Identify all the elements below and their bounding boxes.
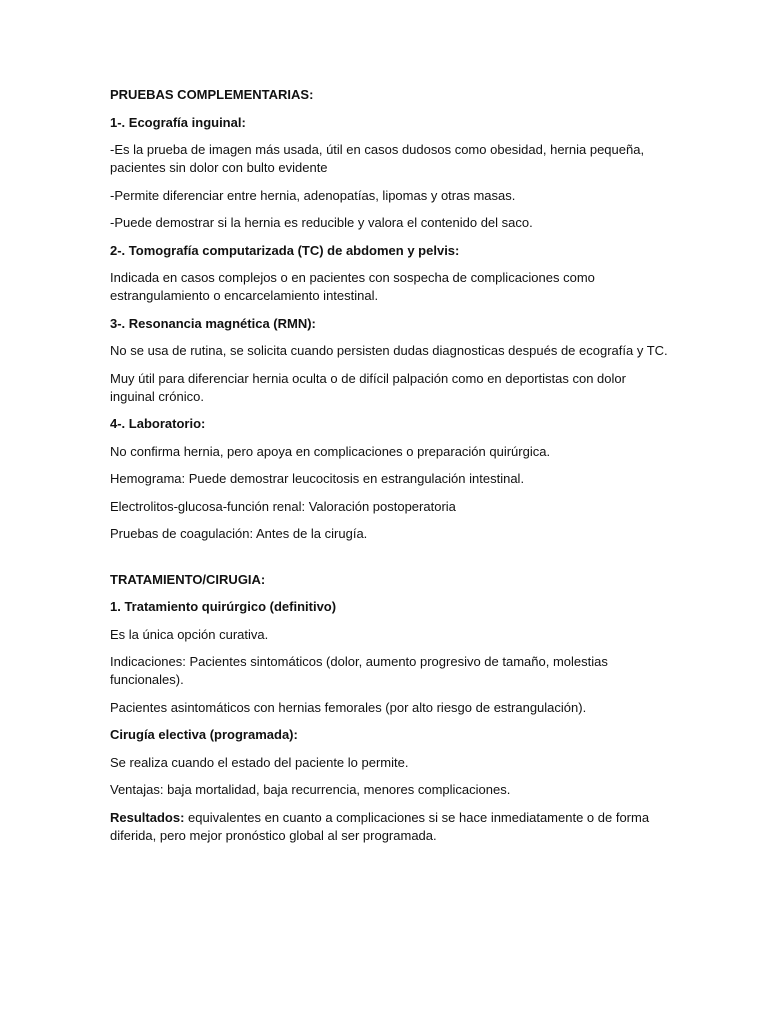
paragraph-rmn-1: No se usa de rutina, se solicita cuando persisten dudas diagnosticas después de ecografía y TC. xyxy=(110,343,668,358)
paragraph-tq-2: Indicaciones: Pacientes sintomáticos (dolor, aumento progresivo de tamaño, molestias funcionales). xyxy=(110,654,608,687)
paragraph-lab-3: Electrolitos-glucosa-función renal: Valoración postoperatoria xyxy=(110,498,456,514)
paragraph-eco-3: -Puede demostrar si la hernia es reducible y valora el contenido del saco. xyxy=(110,215,533,230)
subheading-ecografia: 1-. Ecografía inguinal: xyxy=(110,114,246,130)
subheading-cirugia-electiva: Cirugía electiva (programada): xyxy=(110,727,298,742)
resultados-label: Resultados: xyxy=(110,809,185,825)
resultados-text: equivalentes en cuanto a complicaciones si se hace inmediatamente o de forma diferida, pero mejor pronóstico global al ser programada. xyxy=(110,809,650,843)
subheading-laboratorio: 4-. Laboratorio: xyxy=(110,416,206,431)
paragraph-tq-1: Es la única opción curativa. xyxy=(110,626,269,642)
subheading-resonancia: 3-. Resonancia magnética (RMN): xyxy=(110,315,316,331)
paragraph-tq-3: Pacientes asintomáticos con hernias femorales (por alto riesgo de estrangulación). xyxy=(110,699,587,715)
paragraph-lab-1: No confirma hernia, pero apoya en complicaciones o preparación quirúrgica. xyxy=(110,443,551,459)
paragraph-ce-2: Ventajas: baja mortalidad, baja recurrencia, menores complicaciones. xyxy=(110,782,511,797)
paragraph-lab-2: Hemograma: Puede demostrar leucocitosis en estrangulación intestinal. xyxy=(110,471,525,486)
subheading-tratamiento-quirurgico: 1. Tratamiento quirúrgico (definitivo) xyxy=(110,599,337,614)
section-heading-pruebas: PRUEBAS COMPLEMENTARIAS: xyxy=(110,87,314,102)
paragraph-rmn-2: Muy útil para diferenciar hernia oculta o de difícil palpación como en deportistas con dolor inguinal crónico. xyxy=(110,370,626,404)
paragraph-eco-1: -Es la prueba de imagen más usada, útil en casos dudosos como obesidad, hernia pequeña, pacientes sin dolor con bulto evidente xyxy=(110,142,645,175)
paragraph-eco-2: -Permite diferenciar entre hernia, adenopatías, lipomas y otras masas. xyxy=(110,187,516,203)
paragraph-lab-4: Pruebas de coagulación: Antes de la cirugía. xyxy=(110,526,368,541)
paragraph-ce-1: Se realiza cuando el estado del paciente lo permite. xyxy=(110,754,409,770)
paragraph-tc-1: Indicada en casos complejos o en pacientes con sospecha de complicaciones como estrangulamiento o encarcelamiento intestinal. xyxy=(110,270,595,303)
document-page xyxy=(110,86,670,854)
subheading-tomografia: 2-. Tomografía computarizada (TC) de abdomen y pelvis: xyxy=(110,242,460,258)
section-heading-tratamiento: TRATAMIENTO/CIRUGIA: xyxy=(110,571,266,587)
section-spacer xyxy=(110,553,670,571)
paragraph-resultados xyxy=(110,809,670,845)
